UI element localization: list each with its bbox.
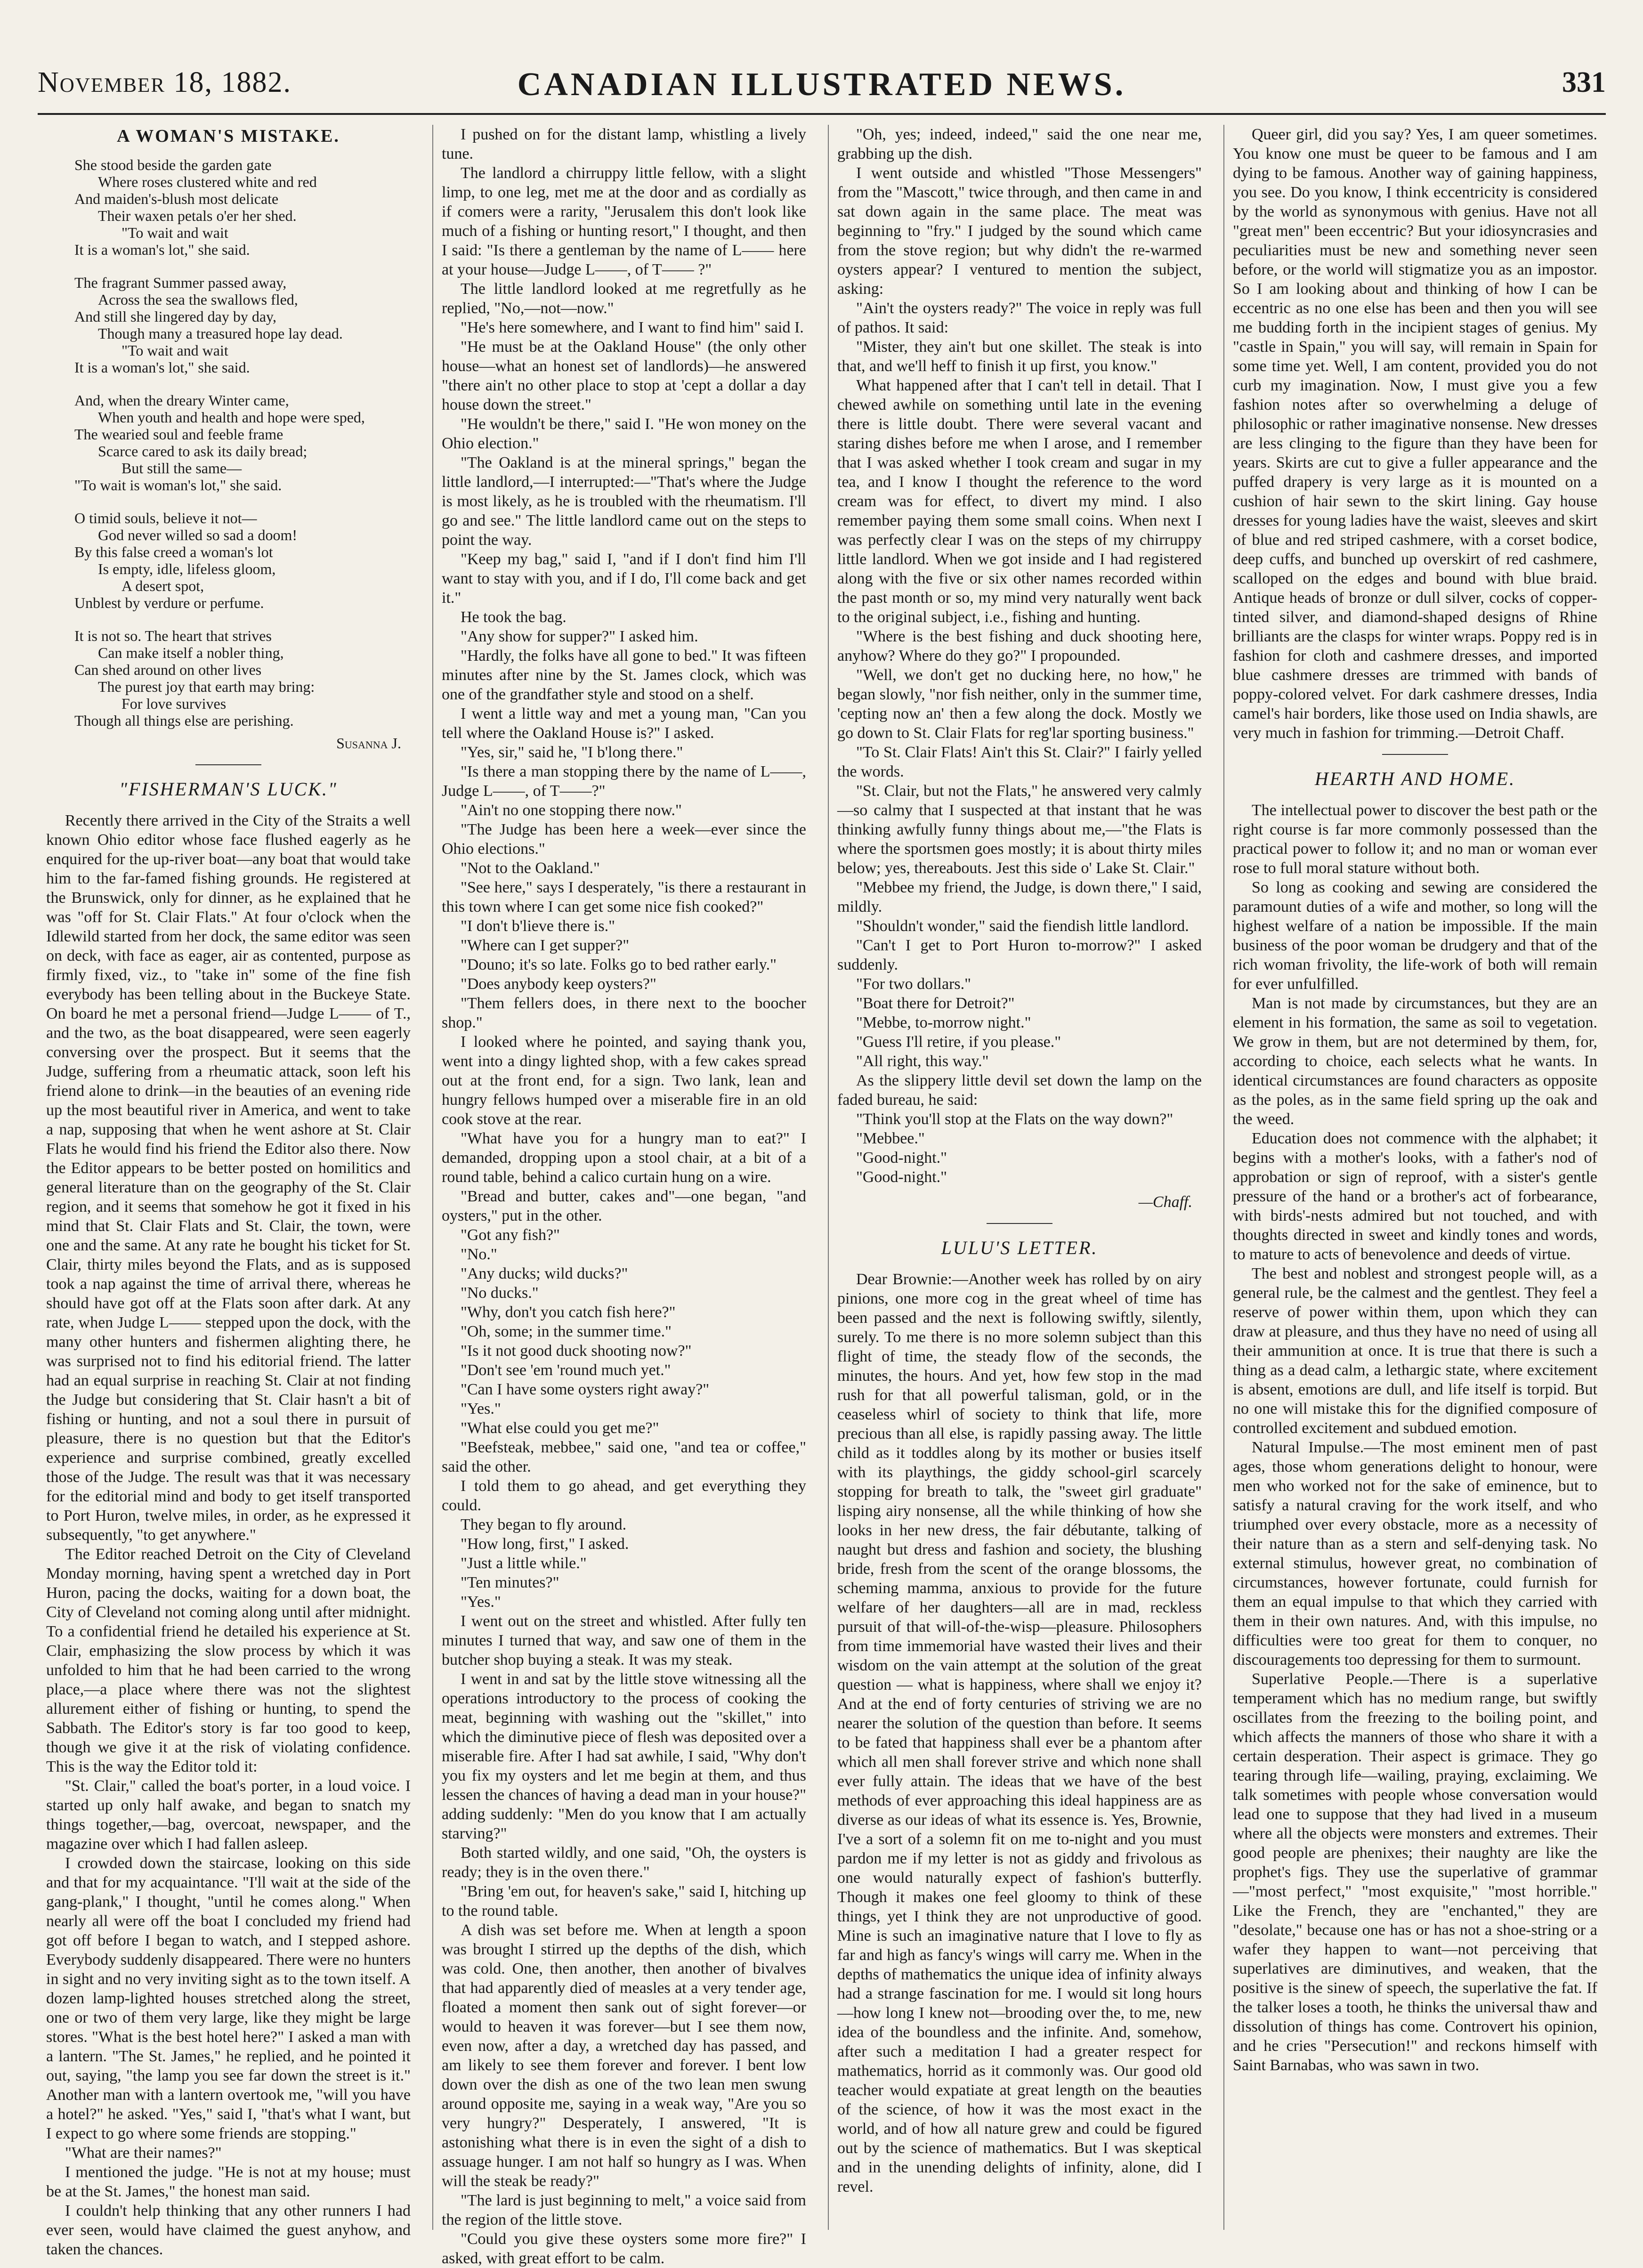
paragraph: "He wouldn't be there," said I. "He won money on the Ohio election." <box>442 415 806 452</box>
poem-line: It is a woman's lot," she said. <box>74 359 250 376</box>
paragraph: "All right, this way." <box>856 1053 989 1070</box>
poem-line: The wearied soul and feeble frame <box>74 426 283 443</box>
paragraph: Superlative People.—There is a superlative temperament which has no medium range, but swiftly oscillates from the freezing to the boiling point, and which affects the manners of those who share it with a certain desperation. Their aspect is grimace. They go tearing through life—wailing, praying, exclaiming. We talk sometimes with people whose conversation would lead one to suppose that they had lived in a museum where all the objects were monsters and extremes. Their good people are phenixes; their naughty are like the prophet's figs. They use the superlative of grammar—"most perfect," "most exquisite," "most horrible." Like the French, they are "enchanted," they are "desolate," because one has or has not a shoe-string or a wafer they happen to want—not perceiving that superlatives are diminutives, and weaken, that the positive is the sinew of speech, the superlative the fat. If the talker loses a tooth, he thinks the universal thaw and dissolution of things has come. Controvert his opinion, and he cries "Persecution!" and reckons himself with Saint Barnabas, who was sawn in two. <box>1233 1670 1597 2074</box>
poem-line: For love survives <box>121 695 227 712</box>
paragraph: "Why, don't you catch fish here?" <box>461 1304 676 1321</box>
paragraph: A dish was set before me. When at length a spoon was brought I stirred up the depths of the dish, which was cold. One, then another, then another of bivalves that had apparently died of measles at a very tender age, floated a moment then sank out of sight forever—or would to heaven it was forever—but I see them now, even now, after a day, a wretched day has passed, and am likely to see them forever and forever. I bent low down over the dish as one of the two lean men swung around opposite me, saying in a weak way, "Are you so very hungry?" Desperately, I answered, "It is astonishing what there is in even the sight of a dish to assuage hunger. I am not half so hungry as I was. When will the steak be ready?" <box>442 1921 806 2190</box>
paragraph: As the slippery little devil set down the lamp on the faded bureau, he said: <box>837 1072 1202 1109</box>
paragraph: "Ten minutes?" <box>461 1574 559 1591</box>
paragraph: "He must be at the Oakland House" (the only other house—what an honest set of landlords)—he answered "there ain't no other place to stop at 'cept a dollar a day house down the street." <box>442 338 806 413</box>
paragraph: "The lard is just beginning to melt," a voice said from the region of the little stove. <box>442 2192 806 2228</box>
paragraph: "Any ducks; wild ducks?" <box>461 1265 628 1282</box>
paragraph: "What are their names?" <box>65 2144 222 2162</box>
column-1 <box>38 125 419 2258</box>
newspaper-title: CANADIAN ILLUSTRATED NEWS. <box>517 66 1126 103</box>
column-2 <box>432 125 815 2267</box>
poem-line: And, when the dreary Winter came, <box>74 392 289 409</box>
paragraph: I told them to go ahead, and get everything they could. <box>442 1477 806 1514</box>
paragraph: "Mebbee." <box>856 1130 925 1147</box>
poem-line: And maiden's-blush most delicate <box>74 190 279 207</box>
stanza-break <box>46 258 411 274</box>
paragraph: "Ain't no one stopping there now." <box>461 802 682 819</box>
paragraph: So long as cooking and sewing are considered the paramount duties of a wife and mother, so long will the highest welfare of a nation be impossible. If the main business of the poor woman be drudgery and that of the rich woman frivolity, the life-work of both will remain for ever unfulfilled. <box>1233 879 1597 993</box>
poem-line: Can shed around on other lives <box>74 661 262 678</box>
story-ending <box>837 125 1202 1187</box>
letter-continuation <box>1233 125 1597 743</box>
paragraph: "Mebbee my friend, the Judge, is down there," I said, mildly. <box>837 879 1202 915</box>
stanza-break <box>46 376 411 392</box>
story-signature: —Chaff. <box>1138 1193 1192 1211</box>
paragraph: The little landlord looked at me regretfully as he replied, "No,—not—now." <box>442 280 806 317</box>
paragraph: Queer girl, did you say? Yes, I am queer sometimes. You know one must be queer to be famous and I am dying to be famous. Another way of gaining happiness, you see. Do you know, I think eccentricity is considered by the world as synonymous with genius. Have not all "great men" been eccentric? But your idiosyncrasies and peculiarities must be new and something never seen before, or the world will stigmatize you as an impostor. So I am looking about and thinking of how I can be eccentric as no one else has been and then you will see me budding forth in the incipient stages of genius. My "castle in Spain," you will say, will remain in Spain for some time yet. Well, I am content, provided you do not curb my imagination. Now, I must give you a few fashion notes after so overwhelming a deluge of philosophic or rather imaginative nonsense. New dresses are less clinging to the figure than they have been for years. Skirts are cut to give a fuller appearance and the puffed drapery is very large as it is mounted on a cushion of hair sewn to the skirt lining. Gay house dresses for young ladies have the waist, sleeves and skirt of blue and red striped cashmere, with a corset bodice, deep cuffs, and bunched up overskirt of red cashmere, scalloped on the edges and bound with blue braid. Antique heads of bronze or dull silver, cocks of copper-tinted silver, and diamond-shaped designs of Rhine brilliants are the clasps for winter wraps. Poppy red is in fashion for cloth and cashmere dresses, and imported blue cashmere dresses are trimmed with bands of poppy-colored velvet. For dark cashmere dresses, India camel's hair borders, like those used on India shawls, are very much in fashion for trimming.—Detroit Chaff. <box>1233 126 1597 742</box>
poem-line: When youth and health and hope were sped, <box>98 409 365 426</box>
paragraph: Recently there arrived in the City of the Straits a well known Ohio editor whose face flushed eagerly as he enquired for the up-river boat—any boat that would take him to the far-famed fishing grounds. He registered at the Brunswick, only for dinner, as he explained that he was "off for St. Clair Flats." At four o'clock when the Idlewild started from her dock, the same editor was seen on deck, with face as eager, air as contented, purpose as firmly fixed, viz., to "take in" some of the fine fish everybody has been telling about in the Buckeye State. On board he met a personal friend—Judge L—— of T., and the two, as the boat disappeared, were seen eagerly conversing over the prospect. But it seems that the Judge, suffering from a rheumatic attack, soon left his friend alone to drink—in the beauties of an evening ride up the most beautiful river in America, and went to take a nap, supposing that when he went ashore at St. Clair Flats he would find his friend the Editor also there. Now the Editor appears to be better posted on homilitics and general literature than on the geography of the St. Clair region, and it seems that somehow he got it fixed in his mind that St. Clair Flats and St. Clair, the town, were one and the same. At any rate he bought his ticket for St. Clair, thirty miles beyond the Flats, and as is supposed took a nap against the time of arrival there, whereas he should have got off at the Flats soon after dark. At any rate, when Judge L—— stepped upon the dock, with the many other hunters and fishermen alighting there, he was surprised not to find his editorial friend. The latter had an equal surprise in reaching St. Clair at not finding the Judge but considering that St. Clair hasn't a bit of fishing or hunting, and not a soul there in pursuit of pleasure, there is no question but that the Editor's experience and surprise combined, greatly excelled those of the Judge. The result was that it was necessary for the editorial mind and body to get itself transported to Port Huron, twelve miles, in order, as he expressed it subsequently, "to get anywhere." <box>46 812 411 1544</box>
paragraph: "Can't I get to Port Huron to-morrow?" I asked suddenly. <box>837 937 1202 973</box>
paragraph: "Could you give these oysters some more fire?" I asked, with great effort to be calm. <box>442 2230 806 2267</box>
poem-line: The purest joy that earth may bring: <box>98 678 315 695</box>
stanza-break <box>46 611 411 627</box>
paragraph: "Oh, yes; indeed, indeed," said the one near me, grabbing up the dish. <box>837 126 1202 162</box>
column-3 <box>828 125 1210 2230</box>
divider <box>1382 754 1448 755</box>
paragraph: "Keep my bag," said I, "and if I don't find him I'll want to stay with you, and if I do, I'll come back and get it." <box>442 551 806 607</box>
paragraph: "The Judge has been here a week—ever since the Ohio elections." <box>442 821 806 858</box>
column-4 <box>1223 125 1606 2230</box>
paragraph: "Good-night." <box>856 1149 947 1166</box>
paragraph: I looked where he pointed, and saying thank you, went into a dingy lighted shop, with a few cakes spread out at the front end, for a sign. Two lank, lean and hungry fellows humped over a miserable fire in an old cook stove at the rear. <box>442 1033 806 1128</box>
paragraph: "Mister, they ain't but one skillet. The steak is into that, and we'll heff to finish it up first, you know." <box>837 338 1202 375</box>
paragraph: "Don't see 'em 'round much yet." <box>461 1361 671 1379</box>
letter-title: LULU'S LETTER. <box>941 1237 1098 1258</box>
poem-title: A WOMAN'S MISTAKE. <box>117 126 340 146</box>
poem-line: It is a woman's lot," she said. <box>74 241 250 258</box>
poem-line: Though all things else are perishing. <box>74 712 294 729</box>
story-title: "FISHERMAN'S LUCK." <box>119 778 338 800</box>
letter-body <box>837 1270 1202 2196</box>
paragraph: "Beefsteak, mebbee," said one, "and tea or coffee," said the other. <box>442 1439 806 1475</box>
paragraph: I mentioned the judge. "He is not at my house; must be at the St. James," the honest man said. <box>46 2163 411 2200</box>
paragraph: The best and noblest and strongest people will, as a general rule, be the calmest and the gentlest. They feel a reserve of power within them, upon which they can draw at pleasure, and thus they have no need of using all their ammunition at once. It is true that there is such a thing as a dead calm, a lethargic state, where excitement is absent, emotions are dull, and life itself is torpid. But no one will mistake this for the dignified composure of controlled excitement and subdued emotion. <box>1233 1265 1597 1437</box>
paragraph: "Shouldn't wonder," said the fiendish little landlord. <box>856 917 1189 935</box>
poem-line: Unblest by verdure or perfume. <box>74 594 264 611</box>
paragraph: I went a little way and met a young man, "Can you tell where the Oakland House is?" I asked. <box>442 705 806 742</box>
paragraph: Both started wildly, and one said, "Oh, the oysters is ready; they is in the oven there." <box>442 1844 806 1881</box>
paragraph: "Any show for supper?" I asked him. <box>461 628 698 645</box>
paragraph: "Mebbe, to-morrow night." <box>856 1014 1031 1031</box>
paragraph: Man is not made by circumstances, but they are an element in his formation, the same as soil to vegetation. We grow in them, but are not determined by them, for, according to choice, each selects what he wants. In identical circumstances are found characters as opposite as the poles, as in the same field spring up the oak and the weed. <box>1233 995 1597 1128</box>
paragraph: "I don't b'lieve there is." <box>461 917 615 935</box>
divider <box>987 1223 1052 1224</box>
masthead <box>38 61 1606 115</box>
paragraph: He took the bag. <box>461 608 567 626</box>
paragraph: "Is there a man stopping there by the name of L——, Judge L——, of T——?" <box>442 763 806 800</box>
poem-line: Can make itself a nobler thing, <box>98 644 284 661</box>
poem-line: Where roses clustered white and red <box>98 173 317 190</box>
paragraph: I pushed on for the distant lamp, whistling a lively tune. <box>442 126 806 162</box>
paragraph: I went outside and whistled "Those Messengers" from the "Mascott," twice through, and then came in and sat down again in the same place. The meat was beginning to "fry." I judged by the sound which came from the stove region; but why didn't the re-warmed oysters appear? I ventured to mention the subject, asking: <box>837 164 1202 298</box>
paragraph: "Just a little while." <box>461 1555 587 1572</box>
paragraph: "Where is the best fishing and duck shooting here, anyhow? Where do they go?" I propounded. <box>837 628 1202 664</box>
paragraph: "For two dollars." <box>856 975 971 993</box>
paragraph: What happened after that I can't tell in detail. That I chewed awhile on something until late in the evening there is little doubt. There were several vacant and staring dishes before me when I arose, and I remember that I was asked whether I took cream and sugar in my tea, and I know I thought the reference to the word cream was for effect, to divert my mind. I also remember paying them some small coins. When next I was perfectly clear I was on the steps of my chirruppy little landlord. When we got inside and I had registered along with the five or six other names recorded within the past month or so, my mind very naturally went back to the original subject, i.e., fishing and hunting. <box>837 377 1202 626</box>
hearth-home-body <box>1233 801 1597 2075</box>
paragraph: "Bread and butter, cakes and"—one began, "and oysters," put in the other. <box>442 1188 806 1224</box>
poem-line: "To wait and wait <box>121 224 228 241</box>
paragraph: "Ain't the oysters ready?" The voice in reply was full of pathos. It said: <box>837 300 1202 336</box>
paragraph: "Is it not good duck shooting now?" <box>461 1342 692 1360</box>
paragraph: "No ducks." <box>461 1284 539 1302</box>
paragraph: "Douno; it's so late. Folks go to bed rather early." <box>461 956 777 973</box>
paragraph: "What else could you get me?" <box>461 1419 659 1437</box>
paragraph: I went out on the street and whistled. After fully ten minutes I turned that way, and saw one of them in the butcher shop buying a steak. It was my steak. <box>442 1612 806 1669</box>
paragraph: "Well, we don't get no ducking here, no how," he began slowly, "nor fish neither, only in the summer time, 'cepting now an' then a few along the dock. Mostly we go down to St. Clair Flats for reg'lar sporting business." <box>837 666 1202 742</box>
paragraph: "Where can I get supper?" <box>461 937 630 954</box>
paragraph: "To St. Clair Flats! Ain't this St. Clair?" I fairly yelled the words. <box>837 744 1202 780</box>
paragraph: "Oh, some; in the summer time." <box>461 1323 672 1340</box>
poem-line: Is empty, idle, lifeless gloom, <box>98 560 276 577</box>
paragraph: "St. Clair," called the boat's porter, in a loud voice. I started up only half awake, and began to snatch my things together,—bag, overcoat, newspaper, and the magazine over which I had fallen asleep. <box>46 1777 411 1853</box>
paragraph: "Hardly, the folks have all gone to bed." It was fifteen minutes after nine by the St. James clock, which was one of the grandfather style and stood on a shelf. <box>442 647 806 703</box>
paragraph: "The Oakland is at the mineral springs," began the little landlord,—I interrupted:—"That's where the Judge is most likely, as he is troubled with the rheumatism. I'll go and see." The little landlord came out on the steps to point the way. <box>442 454 806 549</box>
paragraph: "He's here somewhere, and I want to find him" said I. <box>461 319 804 336</box>
paragraph: "Good-night." <box>856 1168 947 1186</box>
paragraph: I couldn't help thinking that any other runners I had ever seen, would have claimed the guest anyhow, and taken the chances. <box>46 2202 411 2258</box>
poem-line: But still the same— <box>121 460 242 477</box>
paragraph: "Got any fish?" <box>461 1226 560 1244</box>
paragraph: The landlord a chirruppy little fellow, with a slight limp, to one leg, met me at the door and as cordially as if comers were a rarity, "Jerusalem this don't look like much of a fishing or hunting resort," I thought, and then I said: "Is there a gentleman by the name of L—— here at your house—Judge L——, of T—— ?" <box>442 164 806 278</box>
paragraph: "No." <box>461 1246 497 1263</box>
paragraph: "Them fellers does, in there next to the boocher shop." <box>442 995 806 1031</box>
page-number: 331 <box>1562 66 1606 98</box>
story-continuation <box>442 125 806 2268</box>
paragraph: They began to fly around. <box>461 1516 627 1533</box>
poem-line: Their waxen petals o'er her shed. <box>98 207 297 224</box>
poem-line: By this false creed a woman's lot <box>74 543 273 560</box>
paragraph: "Boat there for Detroit?" <box>856 995 1015 1012</box>
paragraph: "Not to the Oakland." <box>461 859 600 877</box>
issue-date: November 18, 1882. <box>38 66 292 98</box>
paragraph: "Yes." <box>461 1400 501 1418</box>
poem-line: Scarce cared to ask its daily bread; <box>98 443 308 460</box>
paragraph: Natural Impulse.—The most eminent men of past ages, those whom generations delight to honour, were men who worked not for the sake of eminence, but to satisfy a natural craving for the work itself, and who triumphed over every obstacle, more as a necessity of their nature than as a stern and self-denying task. No external stimulus, however great, no combination of circumstances, however fortunate, could furnish for them an equal impulse to that which they carried with them in their own natures. And, with this impulse, no difficulties were too great for them to conquer, no discouragements too depressing for them to surmount. <box>1233 1439 1597 1669</box>
paragraph: The Editor reached Detroit on the City of Cleveland Monday morning, having spent a wretched day in Port Huron, pacing the docks, waiting for a down boat, the City of Cleveland not coming along until after midnight. To a confidential friend he detailed his experience at St. Clair, emphasizing the slow process by which it was unfolded to him that he had been carried to the wrong place,—a place where there was not the slightest allurement either of fishing or hunting, to spend the Sabbath. The Editor's story is far too good to keep, though we give it at the risk of violating confidence. This is the way the Editor told it: <box>46 1546 411 1775</box>
poem-line: Though many a treasured hope lay dead. <box>98 325 343 342</box>
paragraph: "What have you for a hungry man to eat?" I demanded, dropping upon a stool chair, at a bit of a round table, behind a calico curtain hung on a wire. <box>442 1130 806 1186</box>
paragraph: "Think you'll stop at the Flats on the way down?" <box>856 1110 1174 1128</box>
poem-body <box>46 156 411 729</box>
poem-line: It is not so. The heart that strives <box>74 627 272 644</box>
article-columns <box>38 125 1606 2267</box>
paragraph: Dear Brownie:—Another week has rolled by on airy pinions, one more cog in the great wheel of time has been passed and the next is following swiftly, silently, surely. To me there is no more solemn subject than this flight of time, the steady flow of the seconds, the minutes, the hours. And yet, how few stop in the mad rush for that all powerful talisman, gold, or in the ceaseless whirl of society to think that life, more precious than all else, is rapidly passing away. The little child as it toddles along by its mother or busies itself with its playthings, the giddy school-girl scarcely stopping for breath to talk, the "sweet girl graduate" lisping airy nonsense, all the while thinking of how she looks in her new dress, the fair débutante, talking of naught but dress and fashion and society, the blushing bride, fresh from the scent of the orange blossoms, the scheming mamma, anxious to provide for the future welfare of her daughters—all are in mad, reckless pursuit of that will-of-the-wisp—pleasure. Philosophers from time immemorial have wasted their lives and their wisdom on the vain attempt at the solution of the great question — what is happiness, where shall we enjoy it? And at the end of forty centuries of striving we are no nearer the solution of the question than before. It seems to be fated that happiness shall ever be a phantom after which all men shall forever strive and which none shall ever fully attain. The ideas that we have of the best methods of ever approaching this ideal happiness are as diverse as our ideas of what its essence is. Yes, Brownie, I've a sort of a solemn fit on me to-night and you must pardon me if my letter is not as giddy and frivolous as one would naturally expect of fashion's butterfly. Though it makes one feel gloomy to think of these things, yet I think they are not unproductive of good. Mine is such an imaginative nature that I love to fly as far and high as fancy's wings will carry me. When in the depths of mathematics the unique idea of infinity always had a strange fascination for me. I would sit long hours—how long I knew not—brooding over the, to me, new idea of the boundless and the infinite. And, somehow, after such a meditation I had a greater respect for mathematics, horrid as it commonly was. Our good old teacher would expatiate at great length on the beauties of the science, of how it was the most exact in the world, and of how all nature grew and could be figured out by the science of mathematics. But I was skeptical and in the unending delights of infinity, alone, did I revel. <box>837 1271 1202 2195</box>
paragraph: "See here," says I desperately, "is there a restaurant in this town where I can get some nice fish cooked?" <box>442 879 806 915</box>
paragraph: I went in and sat by the little stove witnessing all the operations introductory to the process of cooking the meat, beginning with washing out the "skillet," into which the diminutive piece of flesh was deposited over a miserable fire. After I had sat awhile, I said, "Why don't you fix my oysters and let me begin at them, and thus lessen the chances of having a dead man in your house?" adding suddenly: "Men do you know that I am actually starving?" <box>442 1670 806 1842</box>
paragraph: "Does anybody keep oysters?" <box>461 975 656 993</box>
poem-line: "To wait and wait <box>121 342 228 359</box>
poem-line: O timid souls, believe it not— <box>74 510 257 526</box>
poem-line: And still she lingered day by day, <box>74 308 276 325</box>
paragraph: "Bring 'em out, for heaven's sake," said I, hitching up to the round table. <box>442 1883 806 1920</box>
divider <box>195 764 261 765</box>
stanza-break <box>46 494 411 510</box>
poem-line: Across the sea the swallows fled, <box>98 291 298 308</box>
paragraph: "Can I have some oysters right away?" <box>461 1381 710 1398</box>
hearth-home-title: HEARTH AND HOME. <box>1314 768 1516 789</box>
poem-line: The fragrant Summer passed away, <box>74 274 287 291</box>
paragraph: "Yes." <box>461 1593 501 1611</box>
poem-author: Susanna J. <box>336 735 401 752</box>
story-body <box>46 811 411 2259</box>
paragraph: "St. Clair, but not the Flats," he answered very calmly—so calmy that I suspected at that instant that he was thinking awfully funny things about me,—"the Flats is where the sportsmen goes mostly; it is about thirty miles below; yes, thereabouts. Jest this side o' Lake St. Clair." <box>837 782 1202 877</box>
paragraph: I crowded down the staircase, looking on this side and that for my acquaintance. "I'll wait at the side of the gang-plank," I thought, "until he comes along." When nearly all were off the boat I concluded my friend had got off before I began to watch, and I stepped ashore. Everybody suddenly disappeared. There were no hunters in sight and no very inviting sight as to the town itself. A dozen lamp-lighted houses stretched along the street, one or two of them very large, like they might be large stores. "What is the best hotel here?" I asked a man with a lantern. "The St. James," he replied, and he pointed it out, saying, "the lamp you see far down the street is it." Another man with a lantern overtook me, "will you have a hotel?" he asked. "Yes," said I, "that's what I want, but I expect to go where some friends are stopping." <box>46 1855 411 2142</box>
poem-line: She stood beside the garden gate <box>74 156 272 173</box>
paragraph: The intellectual power to discover the best path or the right course is far more commonly possessed than the practical power to follow it; and no man or woman ever rose to full moral stature without both. <box>1233 802 1597 877</box>
poem-line: A desert spot, <box>121 577 204 594</box>
poem-line: "To wait is woman's lot," she said. <box>74 477 282 494</box>
poem-line: God never willed so sad a doom! <box>98 526 298 543</box>
paragraph: "Guess I'll retire, if you please." <box>856 1033 1061 1051</box>
paragraph: "Yes, sir," said he, "I b'long there." <box>461 744 683 761</box>
paragraph: Education does not commence with the alphabet; it begins with a mother's looks, with a father's nod of approbation or sign of reproof, with a sister's gentle pressure of the hand or a brother's act of forbearance, with birds'-nests admired but not touched, and with thoughts directed in sweet and kindly tones and words, to mature to acts of benevolence and deeds of virtue. <box>1233 1130 1597 1263</box>
paragraph: "How long, first," I asked. <box>461 1535 629 1553</box>
